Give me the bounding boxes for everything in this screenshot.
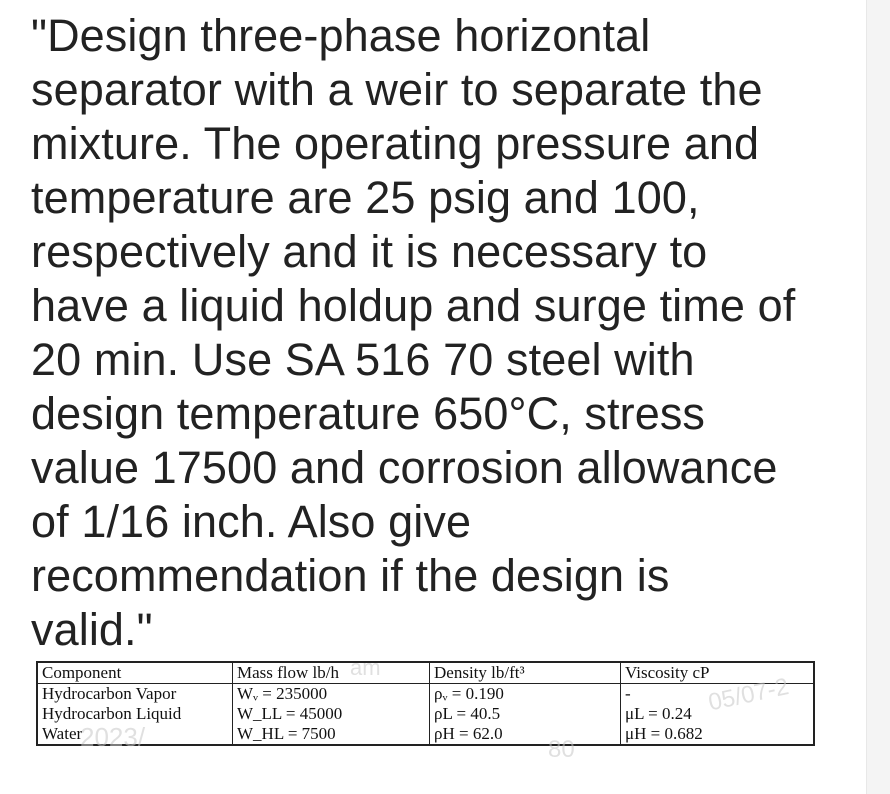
cell-component: Water — [37, 724, 233, 745]
question-line: of 1/16 inch. Also give — [31, 496, 472, 547]
question-line: design temperature 650°C, stress — [31, 388, 706, 439]
cell-component: Hydrocarbon Vapor — [37, 684, 233, 705]
properties-table-image — [36, 661, 815, 746]
cell-density: ρᵥ = 0.190 — [430, 684, 621, 705]
question-line: value 17500 and corrosion allowance — [31, 442, 778, 493]
properties-table — [36, 661, 815, 746]
scrollbar-track[interactable] — [866, 0, 890, 794]
question-line: have a liquid holdup and surge time of — [31, 280, 796, 331]
table-header-row — [37, 662, 814, 684]
question-line: valid." — [31, 604, 153, 655]
header-component: Component — [37, 662, 233, 684]
cell-viscosity: - — [621, 684, 815, 705]
cell-viscosity: μL = 0.24 — [621, 704, 815, 724]
question-line: respectively and it is necessary to — [31, 226, 708, 277]
cell-viscosity: μH = 0.682 — [621, 724, 815, 745]
header-density: Density lb/ft³ — [430, 662, 621, 684]
cell-mass-flow: Wᵥ = 235000 — [233, 684, 430, 705]
question-line: separator with a weir to separate the — [31, 64, 763, 115]
cell-mass-flow: W_LL = 45000 — [233, 704, 430, 724]
header-mass-flow: Mass flow lb/h — [233, 662, 430, 684]
question-text — [31, 9, 851, 657]
question-line: mixture. The operating pressure and — [31, 118, 760, 169]
watermark-left: 2023/ — [80, 722, 146, 752]
watermark-center: 80 — [548, 736, 575, 763]
question-line: recommendation if the design is — [31, 550, 670, 601]
question-line: 20 min. Use SA 516 70 steel with — [31, 334, 695, 385]
watermark-top: am — [350, 655, 381, 680]
cell-mass-flow: W_HL = 7500 — [233, 724, 430, 745]
question-line: "Design three-phase horizontal — [31, 10, 651, 61]
cell-component: Hydrocarbon Liquid — [37, 704, 233, 724]
cell-density: ρL = 40.5 — [430, 704, 621, 724]
watermark-right: 05/07-2 — [706, 673, 792, 717]
header-viscosity: Viscosity cP — [621, 662, 815, 684]
table-row — [37, 724, 814, 745]
question-line: temperature are 25 psig and 100, — [31, 172, 700, 223]
cell-density: ρH = 62.0 — [430, 724, 621, 745]
table-row — [37, 684, 814, 705]
table-row — [37, 704, 814, 724]
